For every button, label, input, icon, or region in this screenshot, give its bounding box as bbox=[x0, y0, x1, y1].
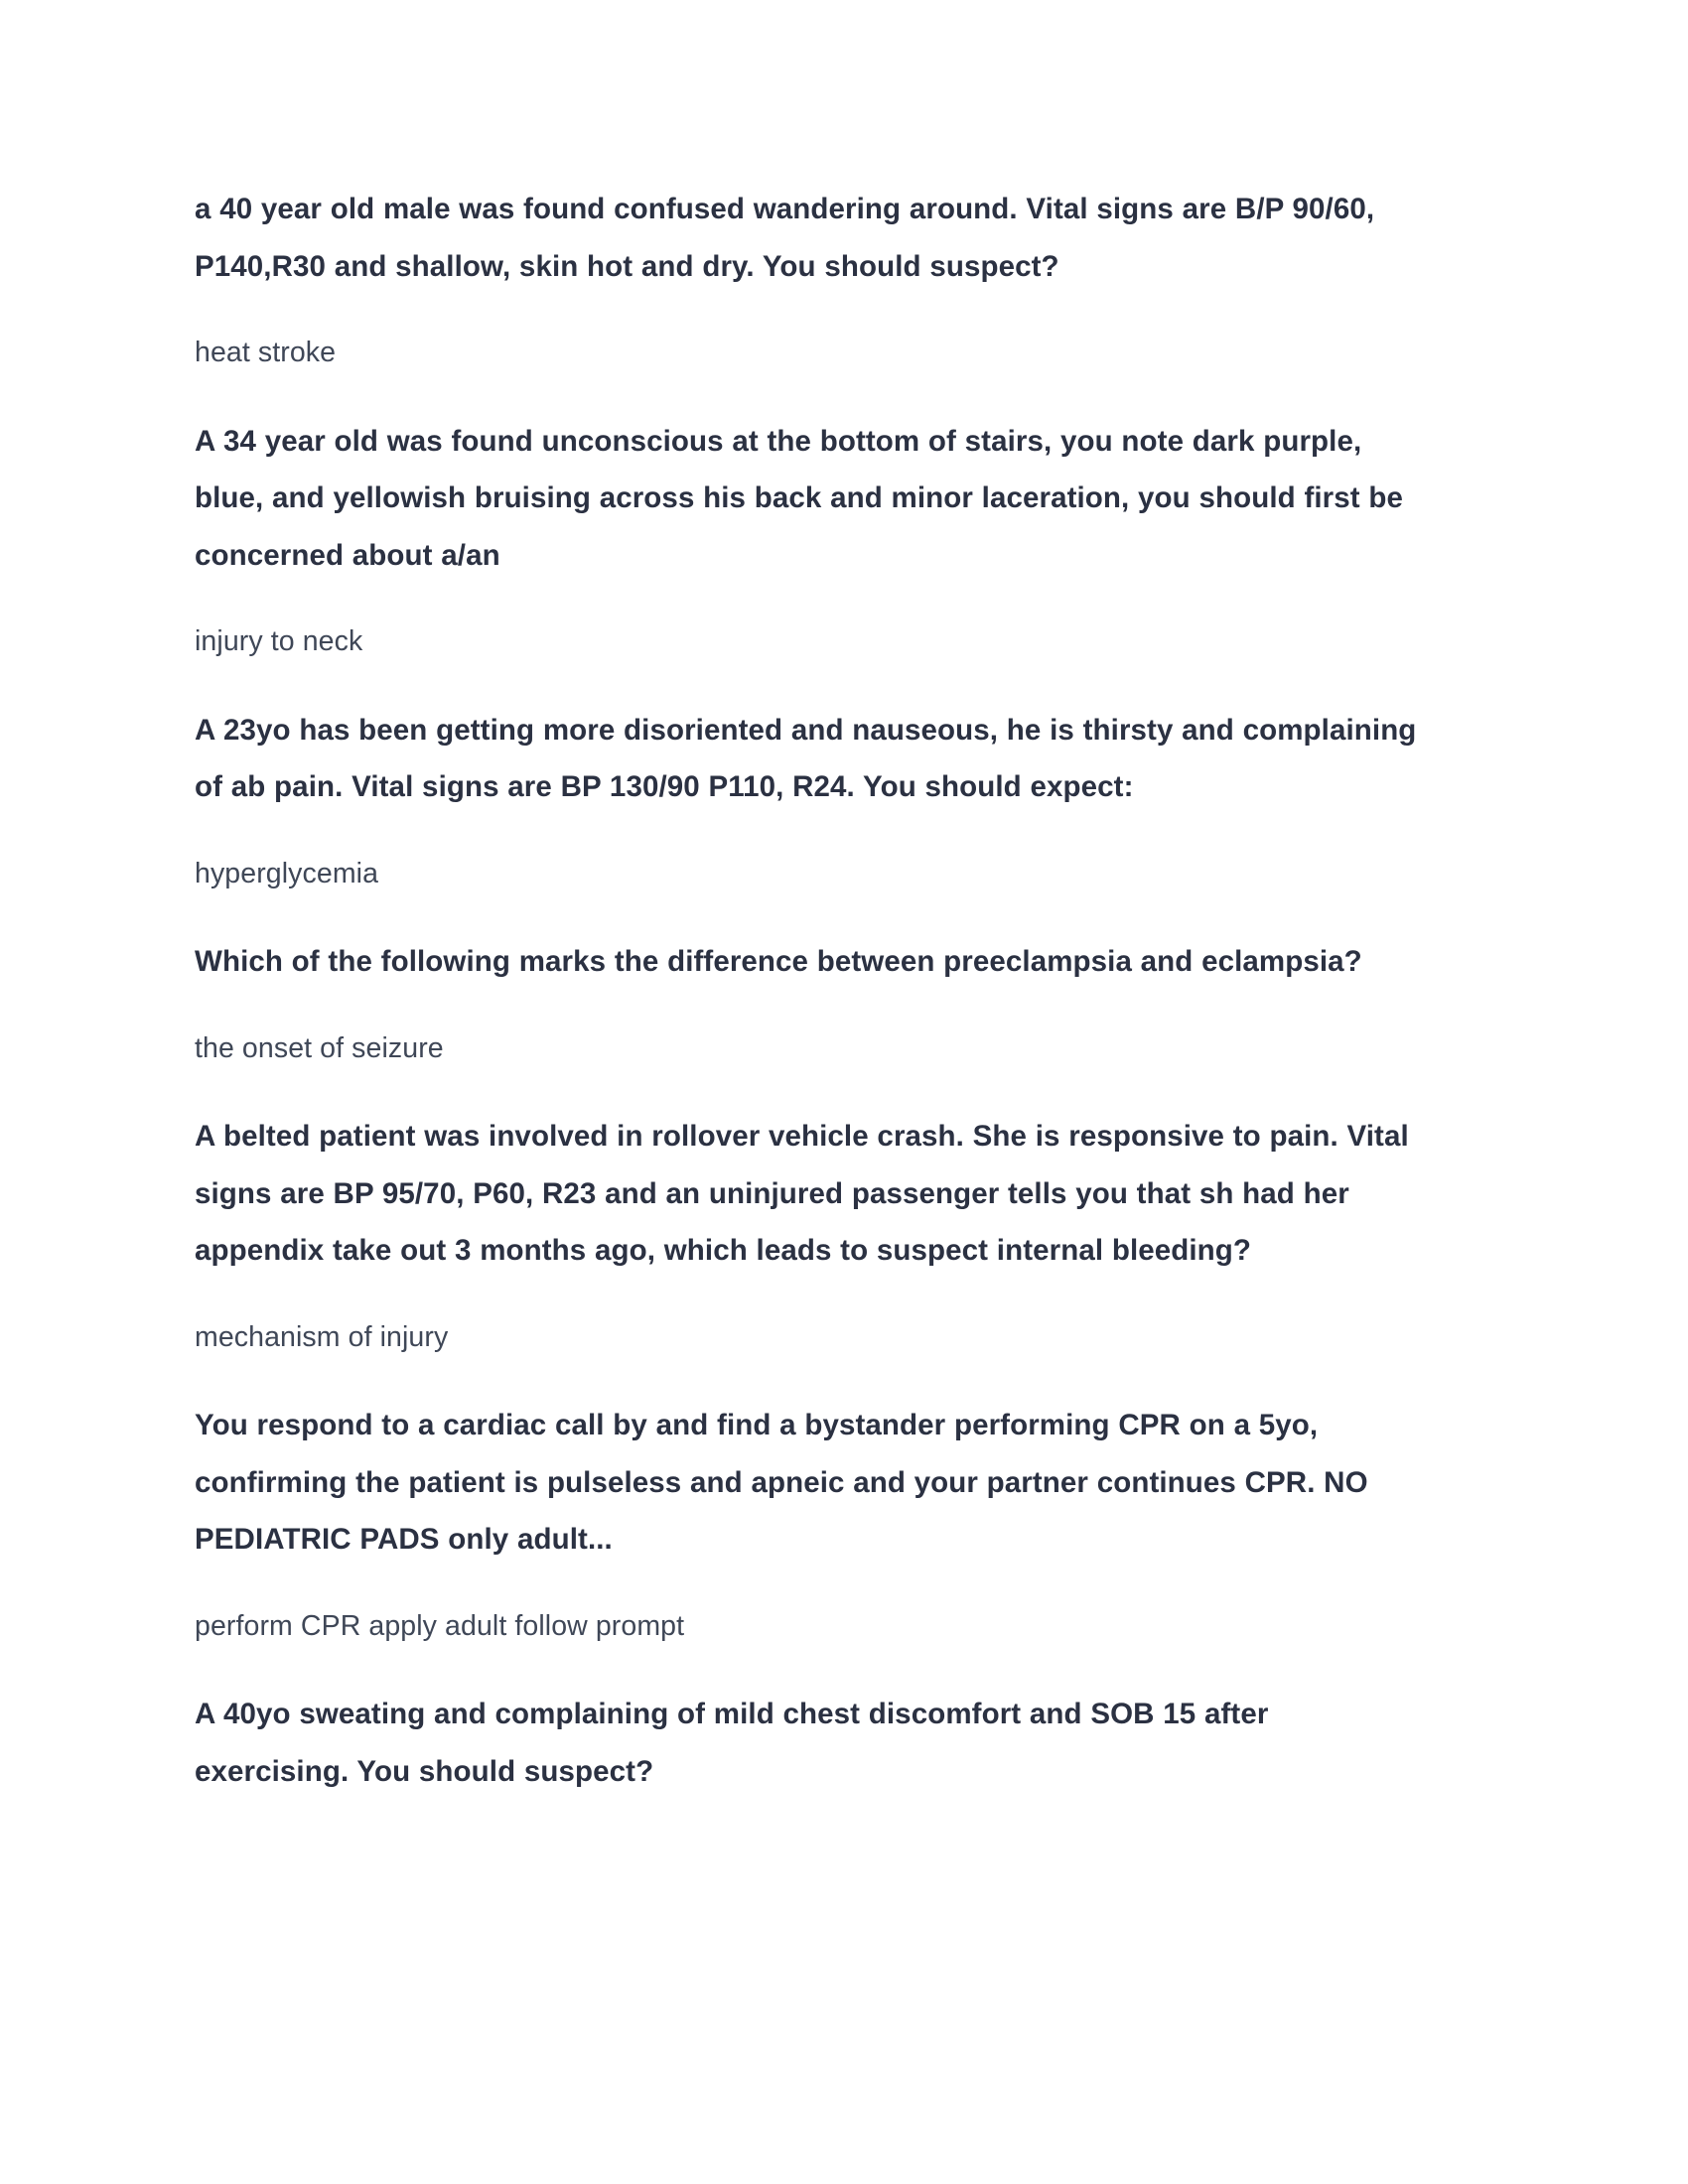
qa-block bbox=[195, 933, 1422, 1108]
question-text: Which of the following marks the difference between preeclampsia and eclampsia? bbox=[195, 945, 1362, 978]
spacer bbox=[195, 1077, 1422, 1108]
spacer bbox=[195, 991, 1422, 1021]
question-text: A 40yo sweating and complaining of mild chest discomfort and SOB 15 after exercising. You should suspect? bbox=[195, 1698, 1269, 1788]
answer-text: mechanism of injury bbox=[195, 1320, 449, 1353]
question-text: You respond to a cardiac call by and find a bystander performing CPR on a 5yo, confirming the patient is pulseless and apneic and your partner continues CPR. NO PEDIATRIC PADS only adult... bbox=[195, 1409, 1368, 1556]
spacer bbox=[195, 816, 1422, 846]
spacer bbox=[195, 1366, 1422, 1397]
spacer bbox=[195, 584, 1422, 614]
answer-text: injury to neck bbox=[195, 625, 363, 657]
question-text: A 23yo has been getting more disoriented and nauseous, he is thirsty and complaining of ab pain. Vital signs are BP 130/90 P110, R24. You should expect: bbox=[195, 713, 1417, 803]
qa-block bbox=[195, 181, 1422, 413]
spacer bbox=[195, 1280, 1422, 1309]
spacer bbox=[195, 1569, 1422, 1598]
question-text: A 34 year old was found unconscious at the bottom of stairs, you note dark purple, blue, and yellowish bruising across his back and minor laceration, you should first be concerned about a/an bbox=[195, 424, 1404, 572]
answer-text: the onset of seizure bbox=[195, 1031, 444, 1064]
qa-block bbox=[195, 413, 1422, 702]
qa-block bbox=[195, 702, 1422, 934]
spacer bbox=[195, 295, 1422, 325]
qa-block bbox=[195, 1108, 1422, 1397]
answer-text: heat stroke bbox=[195, 337, 337, 368]
qa-block bbox=[195, 1686, 1422, 1800]
answer-text: perform CPR apply adult follow prompt bbox=[195, 1609, 685, 1642]
spacer bbox=[195, 671, 1422, 702]
spacer bbox=[195, 902, 1422, 933]
question-text: a 40 year old male was found confused wandering around. Vital signs are B/P 90/60, P140,R30 and shallow, skin hot and dry. You should suspect? bbox=[195, 193, 1375, 283]
question-text: A belted patient was involved in rollover vehicle crash. She is responsive to pain. Vital signs are BP 95/70, P60, R23 and an uninjured passenger tells you that sh had her appendix take out 3 months ago, which leads to suspect internal bleeding? bbox=[195, 1120, 1409, 1267]
document-body bbox=[195, 181, 1422, 1800]
spacer bbox=[195, 382, 1422, 413]
spacer bbox=[195, 1655, 1422, 1686]
answer-text: hyperglycemia bbox=[195, 857, 379, 889]
qa-block bbox=[195, 1397, 1422, 1686]
